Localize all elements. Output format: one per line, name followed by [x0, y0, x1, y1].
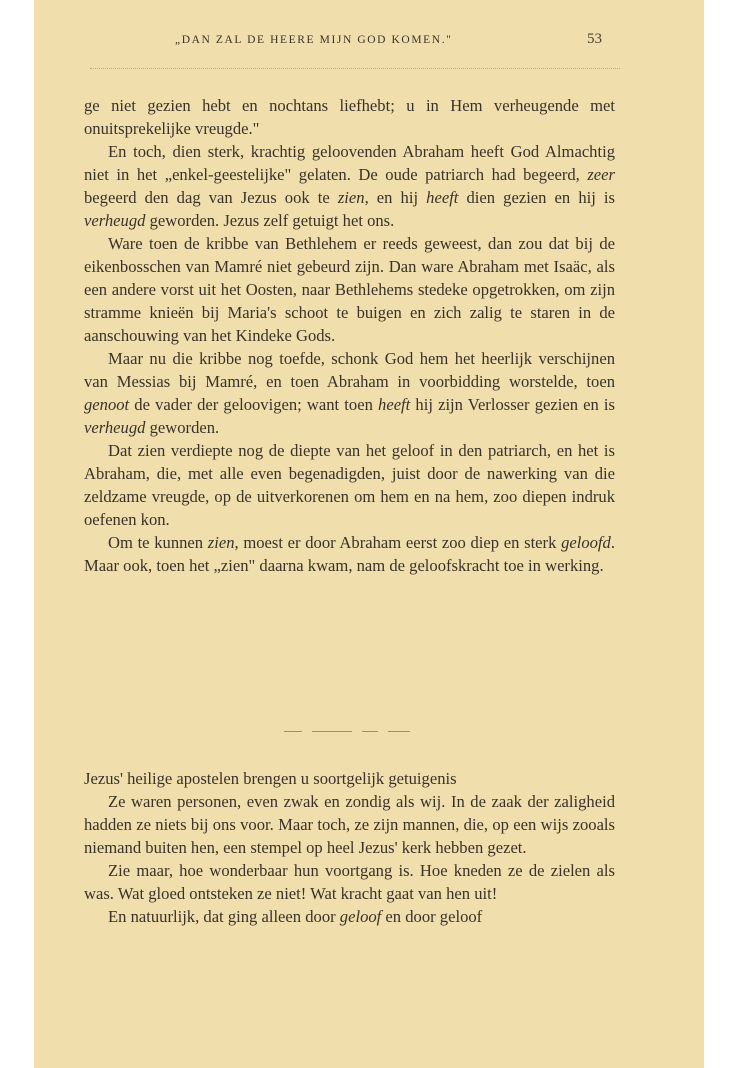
italic-text: geloofd — [561, 533, 611, 552]
italic-text: zeer — [587, 165, 615, 184]
text-run: , en hij — [364, 188, 427, 207]
italic-text: verheugd — [84, 211, 146, 230]
text-run: de vader der geloovigen; want toen — [129, 395, 379, 414]
text-run: Ze waren personen, even zwak en zondig als wij. In de zaak der zaligheid hadden ze niets bij ons voor. Maar toch, ze zijn mannen, die, op een wijs zooals niemand buiten hen, een stempel op heel Jezus' kerk hebben gezet. — [84, 792, 615, 857]
italic-text: genoot — [84, 395, 130, 414]
paragraph — [84, 439, 615, 531]
italic-text: geloof — [339, 907, 382, 926]
header-rule — [90, 68, 620, 69]
text-run: En natuurlijk, dat ging alleen door — [108, 907, 340, 926]
text-run: Zie maar, hoe wonderbaar hun voortgang is. Hoe kneden ze de zielen als was. Wat gloed ontsteken ze niet! Wat kracht gaat van hen uit! — [84, 861, 615, 903]
italic-text: heeft — [378, 395, 411, 414]
paragraph — [84, 232, 615, 347]
text-run: Om te kunnen — [108, 533, 208, 552]
paragraph — [84, 905, 615, 928]
text-run: hij zijn Verlosser gezien en is — [410, 395, 615, 414]
text-run: Ware toen de kribbe van Bethlehem er reeds geweest, dan zou dat bij de eikenbosschen van Mamré niet gebeurd zijn. Dan ware Abraham met Isaäc, als een andere vorst uit het Oosten, naar Bethlehems stedeke opgetrokken, om zijn stramme knieën bij Maria's schoot te buigen en zich zalig te staren in de aanschouwing van het Kindeke Gods. — [84, 234, 615, 345]
italic-text: heeft — [426, 188, 459, 207]
text-run: begeerd den dag van Jezus ook te — [84, 188, 338, 207]
italic-text: zien — [337, 188, 365, 207]
running-title: „DAN ZAL DE HEERE MIJN GOD KOMEN." — [175, 34, 453, 46]
section-separator — [284, 731, 410, 733]
text-run: dien gezien en hij is — [458, 188, 615, 207]
paragraph — [84, 531, 615, 577]
paragraph — [84, 347, 615, 439]
text-run: geworden. Jezus zelf getuigt het ons. — [145, 211, 395, 230]
paragraph — [84, 140, 615, 232]
text-run: geworden. — [145, 418, 220, 437]
page-header — [34, 31, 704, 54]
paragraph — [84, 790, 615, 859]
text-run: Maar nu die kribbe nog toefde, schonk God hem het heerlijk verschijnen van Messias bij Mamré, en toen Abraham in voorbidding worstelde, toen — [84, 349, 615, 391]
text-run: Dat zien verdiepte nog de diepte van het geloof in den patriarch, en het is Abraham, die, met alle even begenadigden, juist door de nawerking van die zeldzame vreugde, op de uitverkorenen om hem en na hem, zoo diepen indruk oefenen kon. — [84, 441, 615, 529]
book-page — [34, 0, 704, 1068]
italic-text: verheugd — [84, 418, 146, 437]
text-block-lower — [84, 767, 615, 928]
text-run: ge niet gezien hebt en nochtans liefhebt; u in Hem verheugende met onuitsprekelijke vreugde." — [84, 96, 615, 138]
page-number: 53 — [587, 31, 602, 47]
text-run: , moest er door Abraham eerst zoo diep en sterk — [234, 533, 562, 552]
paragraph — [84, 859, 615, 905]
text-run: en door geloof — [381, 907, 483, 926]
italic-text: zien — [207, 533, 235, 552]
paragraph — [84, 94, 615, 140]
paragraph — [84, 767, 615, 790]
text-run: En toch, dien sterk, krachtig geloovenden Abraham heeft God Almachtig niet in het „enkel-geestelijke" gelaten. De oude patriarch had begeerd, — [84, 142, 615, 184]
text-block-upper — [84, 94, 615, 577]
text-run: . Maar ook, toen het „zien" daarna kwam, nam de geloofskracht toe in werking. — [84, 533, 615, 575]
text-run: Jezus' heilige apostelen brengen u soortgelijk getuigenis — [84, 769, 457, 788]
